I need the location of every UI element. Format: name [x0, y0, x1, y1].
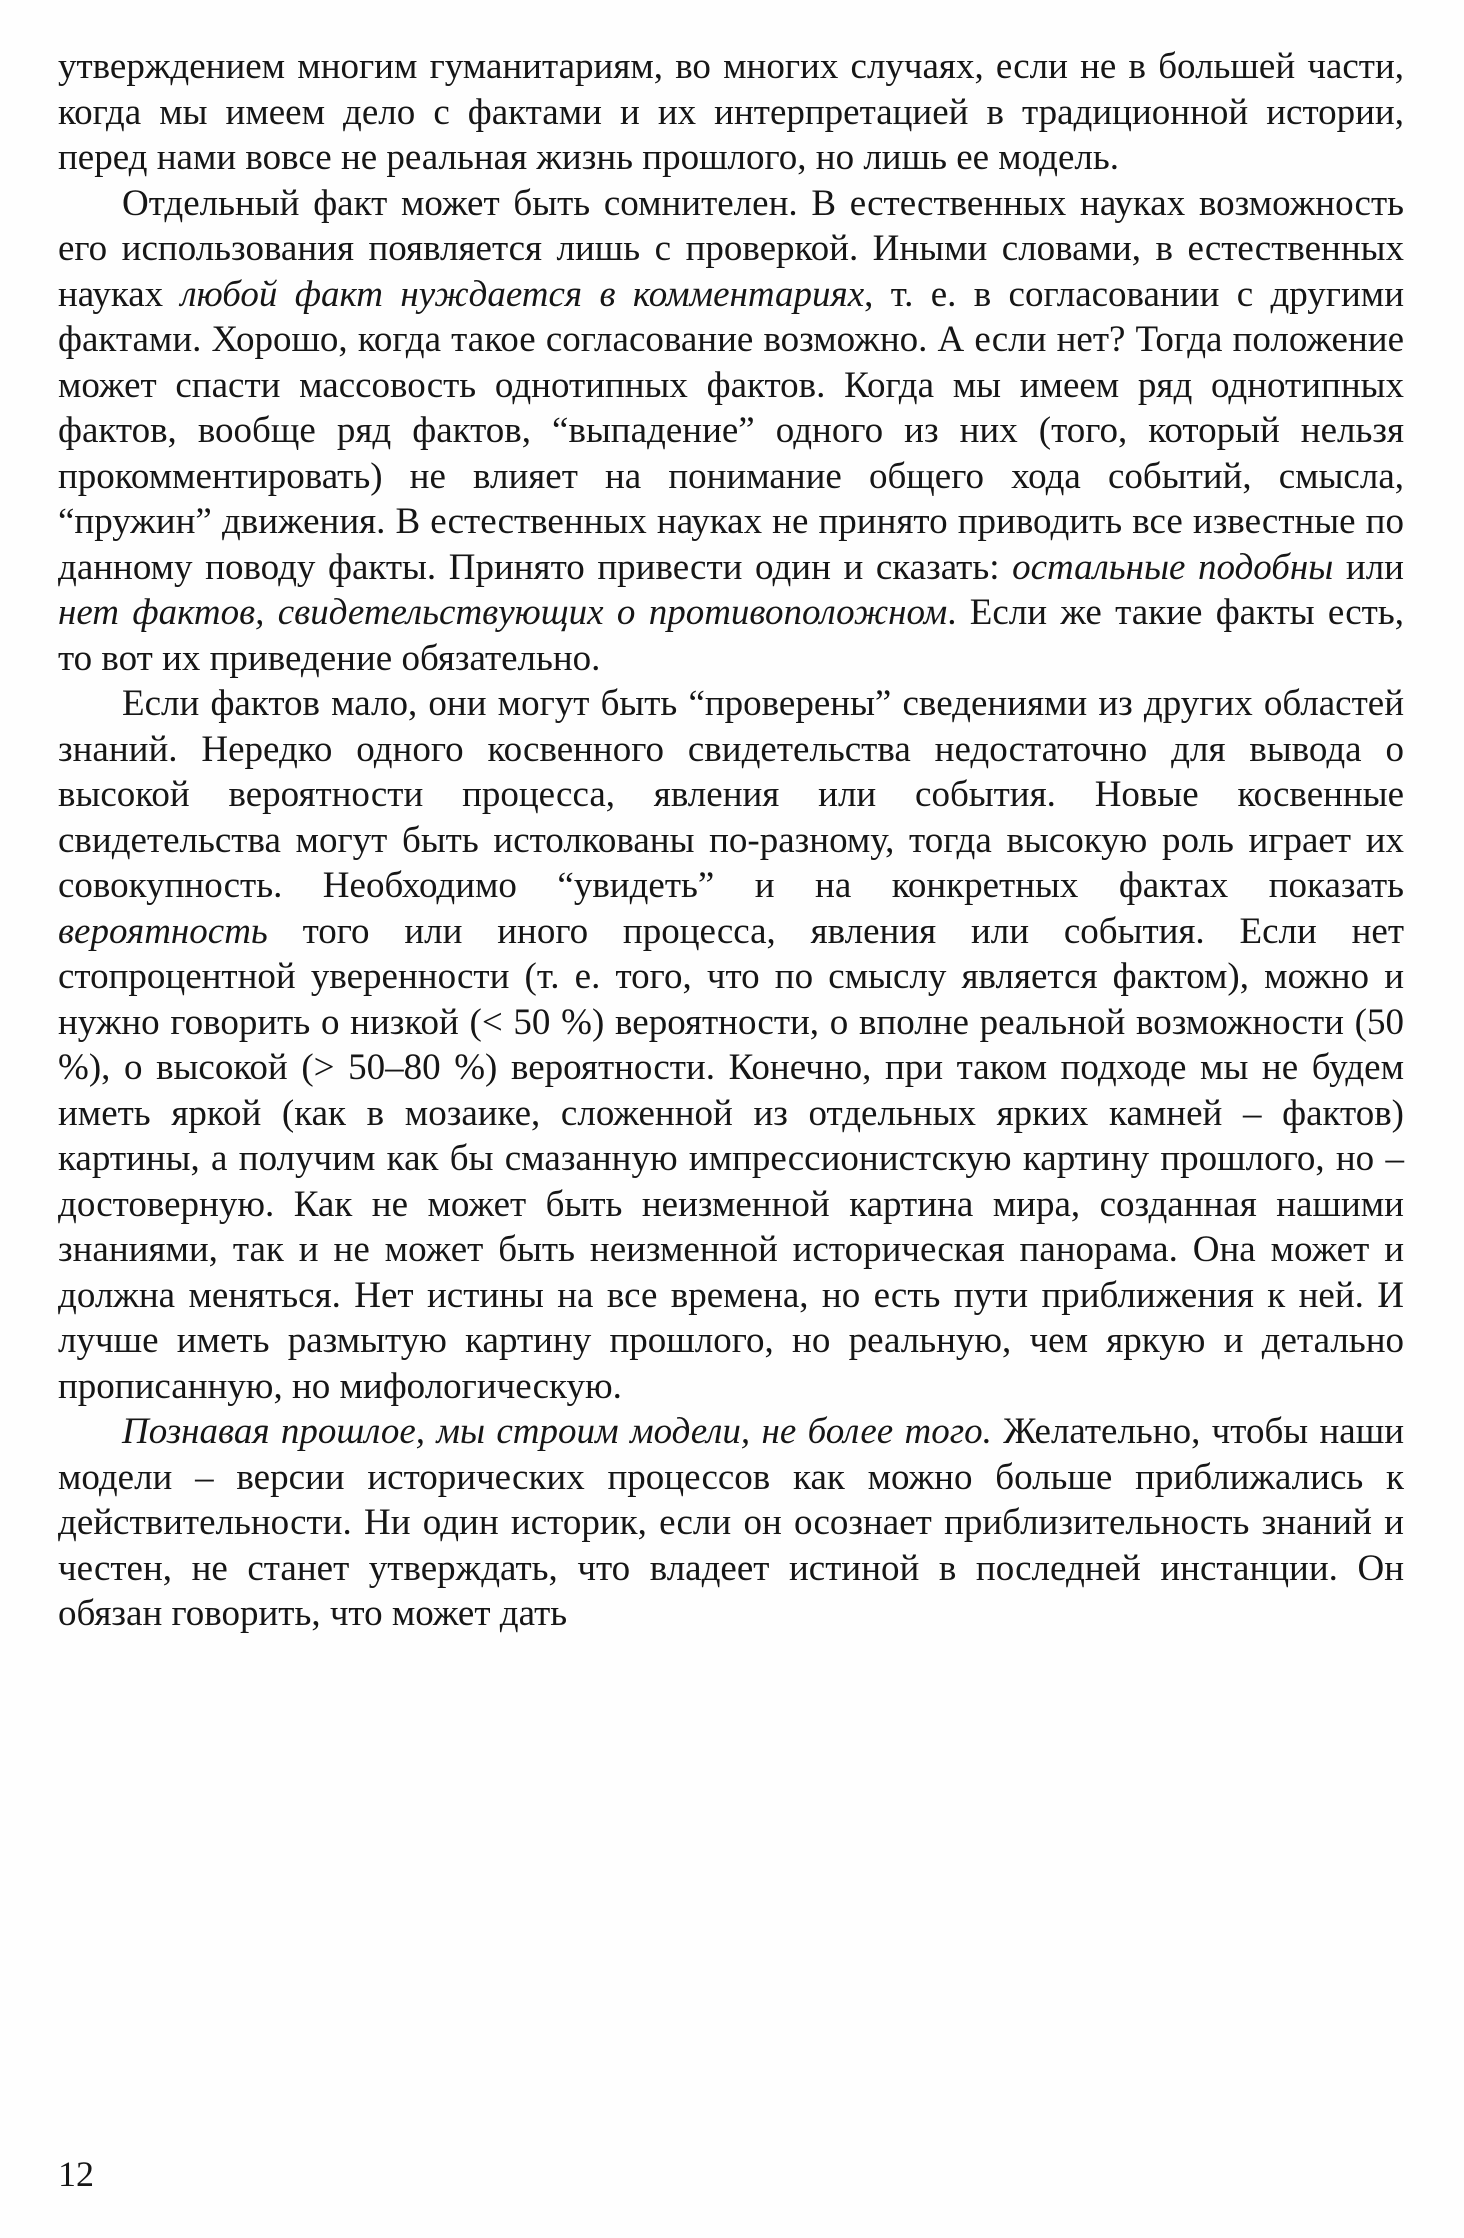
text-run: , т. е. в согласовании с другими фактами. Хорошо, когда такое согласование возможно. А если нет? Тогда положение может спасти массовость однотипных фактов. Когда мы имеем ряд однотипных фактов, вообще ряд фактов, “выпадение” одного из них (того, который нельзя прокомментировать) не влияет на понимание общего хода событий, смысла, “пружин” движения. В естественных науках не принято приводить все известные по данному поводу факты. Принято привести один и сказать:: [58, 273, 1404, 588]
italic-text-run: нет фактов, свидетельствующих о противоположном: [58, 592, 948, 633]
text-run: утверждением многим гуманитариям, во многих случаях, если не в большей части, когда мы имеем дело с фактами и их интерпретацией в традиционной истории, перед нами вовсе не реальная жизнь прошлого, но лишь ее модель.: [58, 46, 1404, 178]
text-run: . Если же такие факты есть, то вот их приведение обязательно.: [58, 592, 1404, 679]
text-run: Отдельный факт может быть сомнителен. В естественных науках возможность его использования появляется лишь с проверкой. Иными словами, в естественных науках: [58, 182, 1404, 315]
text-run: того или иного процесса, явления или события. Если нет стопроцентной уверенности (т. е. того, что по смыслу является фактом), можно и нужно говорить о низкой (< 50 %) вероятности, о вполне реальной возможности (50 %), о высокой (> 50–80 %) вероятности. Конечно, при таком подходе мы не будем иметь яркой (как в мозаике, сложенной из отдельных ярких камней – фактов) картины, а получим как бы смазанную импрессионистскую картину прошлого, но – достоверную. Как не может быть неизменной картина мира, созданная нашими знаниями, так и не может быть неизменной историческая панорама. Она может и должна меняться. Нет истины на все времена, но есть пути приближения к ней. И лучше иметь размытую картину прошлого, но реальную, чем яркую и детально прописанную, но мифологическую.: [58, 910, 1404, 1407]
text-block: [58, 44, 1404, 1637]
italic-text-run: Познавая прошлое, мы строим модели, не более того.: [122, 1411, 992, 1452]
paragraph: [58, 681, 1404, 1409]
italic-text-run: вероятность: [58, 910, 268, 952]
paragraph: [58, 1409, 1404, 1637]
paragraph: [58, 181, 1404, 682]
paragraph: [58, 44, 1404, 181]
text-run: Желательно, чтобы наши модели – версии исторических процессов как можно больше приближались к действительности. Ни один историк, если он осознает приблизительность знаний и честен, не станет утверждать, что владеет истиной в последней инстанции. Он обязан говорить, что может дать: [58, 1411, 1405, 1634]
text-run: Если фактов мало, они могут быть “проверены” сведениями из других областей знаний. Нередко одного косвенного свидетельства недостаточно для вывода о высокой вероятности процесса, явления или события. Новые косвенные свидетельства могут быть истолкованы по-разному, тогда высокую роль играет их совокупность. Необходимо “увидеть” и на конкретных фактах показать: [58, 683, 1404, 906]
italic-text-run: любой факт нуждается в комментариях: [180, 273, 865, 315]
page-number: 12: [58, 2154, 94, 2194]
italic-text-run: остальные подобны: [1012, 546, 1334, 588]
text-run: или: [1333, 546, 1404, 588]
